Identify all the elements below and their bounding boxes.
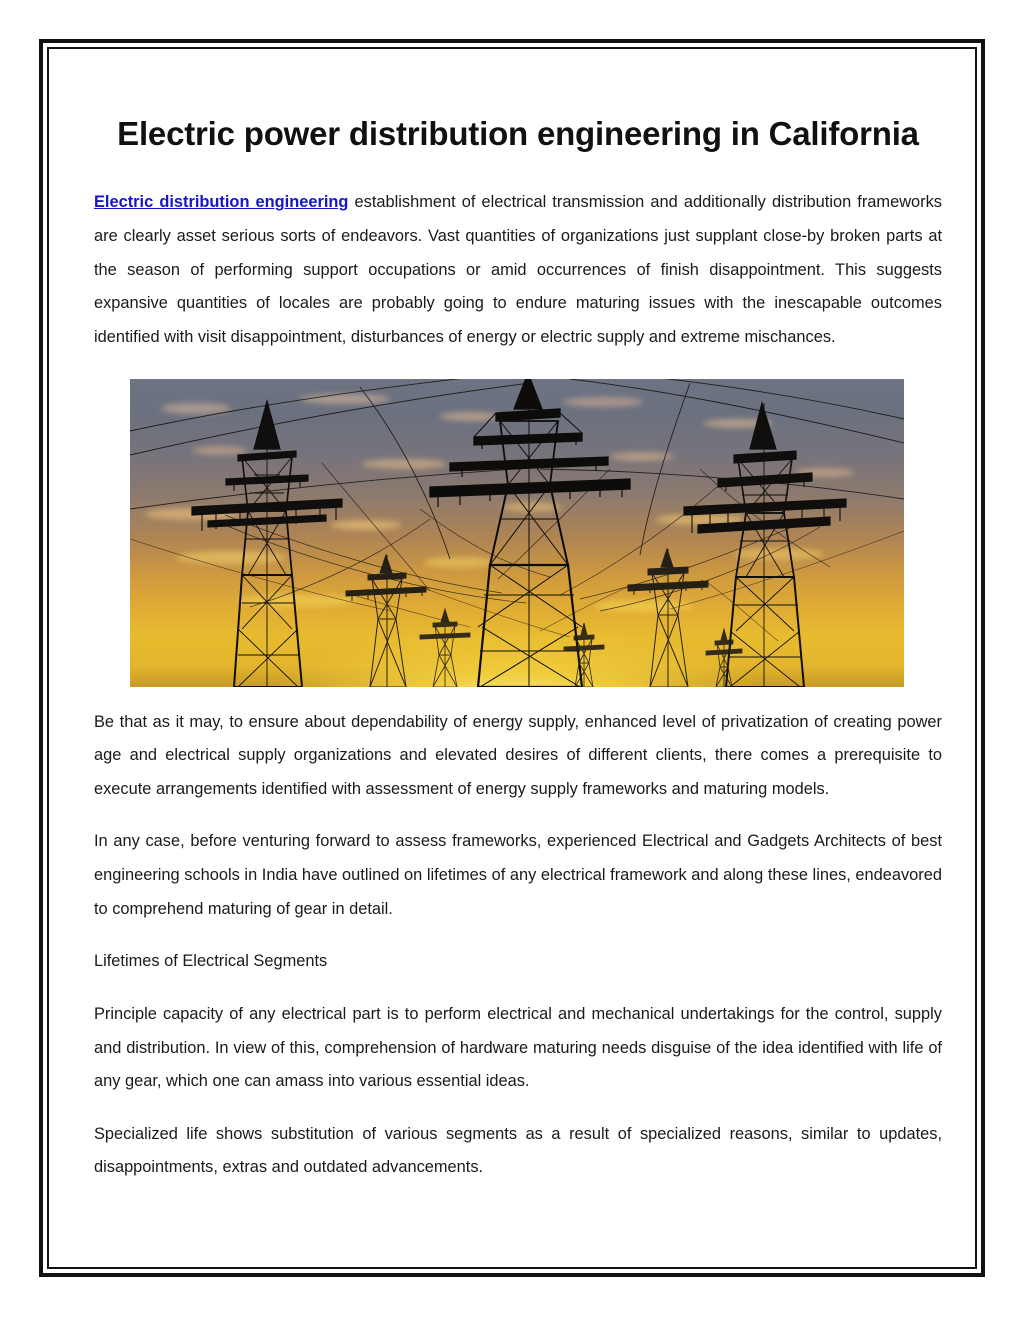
paragraph-architects: In any case, before venturing forward to assess frameworks, experienced Electrical and Gadgets Architects of best engineering schools in India have outlined on lifetimes of any electrical framework and along these lines, endeavored to comprehend maturing of gear in detail. xyxy=(94,832,942,918)
electricity-transmission-towers-photo xyxy=(130,379,904,687)
paragraph-specialized-life: Specialized life shows substitution of various segments as a result of specialized reasons, similar to updates, disappointments, extras and outdated advancements. xyxy=(94,1124,942,1177)
subheading-lifetimes: Lifetimes of Electrical Segments xyxy=(94,952,328,971)
paragraph-intro-text: establishment of electrical transmission and additionally distribution frameworks are clearly asset serious sorts of endeavors. Vast quantities of organizations just supplant close-by broken parts at the season of performing support occupations or amid occurrences of finish disappointment. This suggests expansive quantities of locales are probably going to endure maturing issues with the inescapable outcomes identified with visit disappointment, disturbances of energy or electric supply and extreme mischances. xyxy=(94,193,942,346)
page-title: Electric power distribution engineering in California xyxy=(117,115,919,152)
document-page-frame-outer xyxy=(39,39,985,1277)
paragraph-dependability: Be that as it may, to ensure about dependability of energy supply, enhanced level of privatization of creating power age and electrical supply organizations and elevated desires of different clients, there comes a prerequisite to execute arrangements identified with assessment of energy supply frameworks and maturing models. xyxy=(94,712,942,798)
paragraph-intro xyxy=(94,186,942,354)
paragraph-principle-capacity: Principle capacity of any electrical part is to perform electrical and mechanical undertakings for the control, supply and distribution. In view of this, comprehension of hardware maturing needs disguise of the idea identified with life of any gear, which one can amass into various essential ideas. xyxy=(94,1004,942,1091)
photo-canvas xyxy=(130,379,904,687)
electric-distribution-engineering-link[interactable]: Electric distribution engineering xyxy=(94,193,349,212)
transmission-towers-silhouettes xyxy=(130,379,904,687)
document-content xyxy=(94,107,942,1185)
document-page-frame-inner xyxy=(47,47,977,1269)
